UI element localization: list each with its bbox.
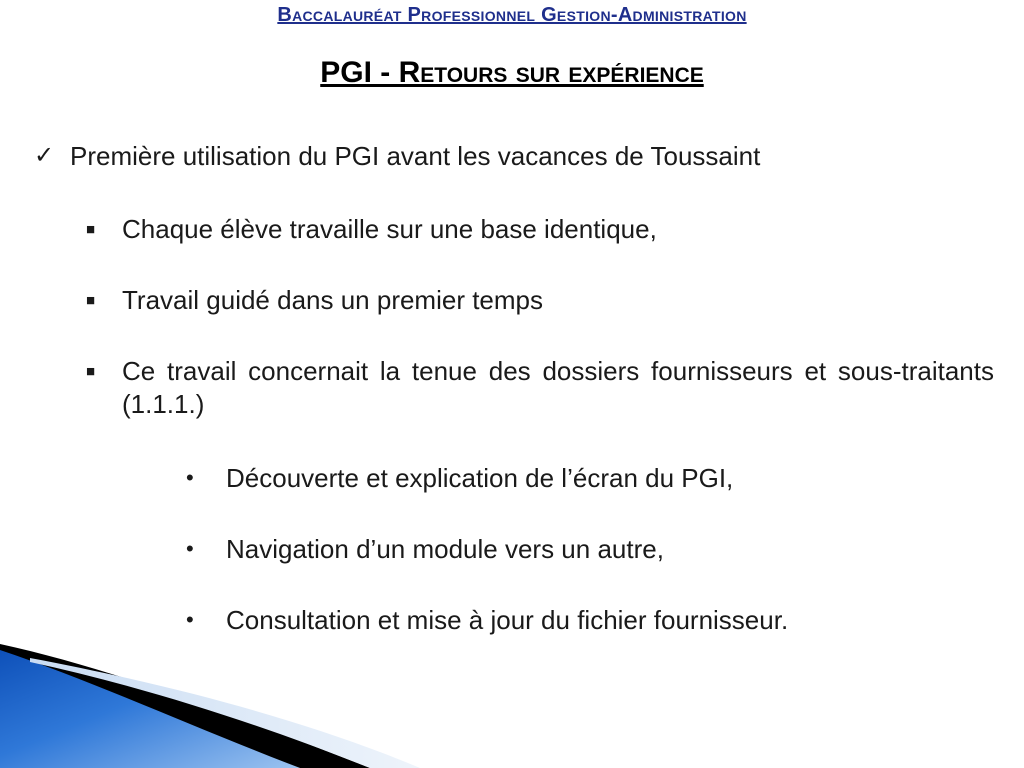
decorative-swoosh (0, 630, 1024, 768)
detail-item (186, 532, 994, 566)
round-bullet-icon: • (186, 536, 194, 561)
sub-point-text: Travail guidé dans un premier temps (122, 285, 544, 315)
sub-point (86, 213, 994, 246)
sub-point-text: Chaque élève travaille sur une base identique, (122, 214, 657, 244)
detail-text: Consultation et mise à jour du fichier fournisseur. (226, 605, 789, 635)
checkmark-icon: ✓ (34, 142, 55, 169)
sub-point (86, 284, 994, 317)
round-bullet-icon: • (186, 465, 194, 490)
main-point (34, 139, 994, 173)
sub-point-text: Ce travail concernait la tenue des dossiers fournisseurs et sous-traitants (1.1.1.) (122, 356, 994, 419)
round-bullet-icon: • (186, 607, 194, 632)
detail-item (186, 461, 994, 495)
square-bullet-icon: ■ (86, 363, 96, 380)
main-point-text: Première utilisation du PGI avant les vacances de Toussaint (70, 141, 761, 171)
detail-text: Découverte et explication de l’écran du PGI, (226, 463, 734, 493)
header-title: Baccalauréat Professionnel Gestion-Administration (277, 4, 747, 26)
detail-text: Navigation d’un module vers un autre, (226, 534, 664, 564)
sub-point (86, 355, 994, 421)
slide-title: PGI - Retours sur expérience (320, 56, 704, 89)
square-bullet-icon: ■ (86, 221, 96, 238)
square-bullet-icon: ■ (86, 292, 96, 309)
